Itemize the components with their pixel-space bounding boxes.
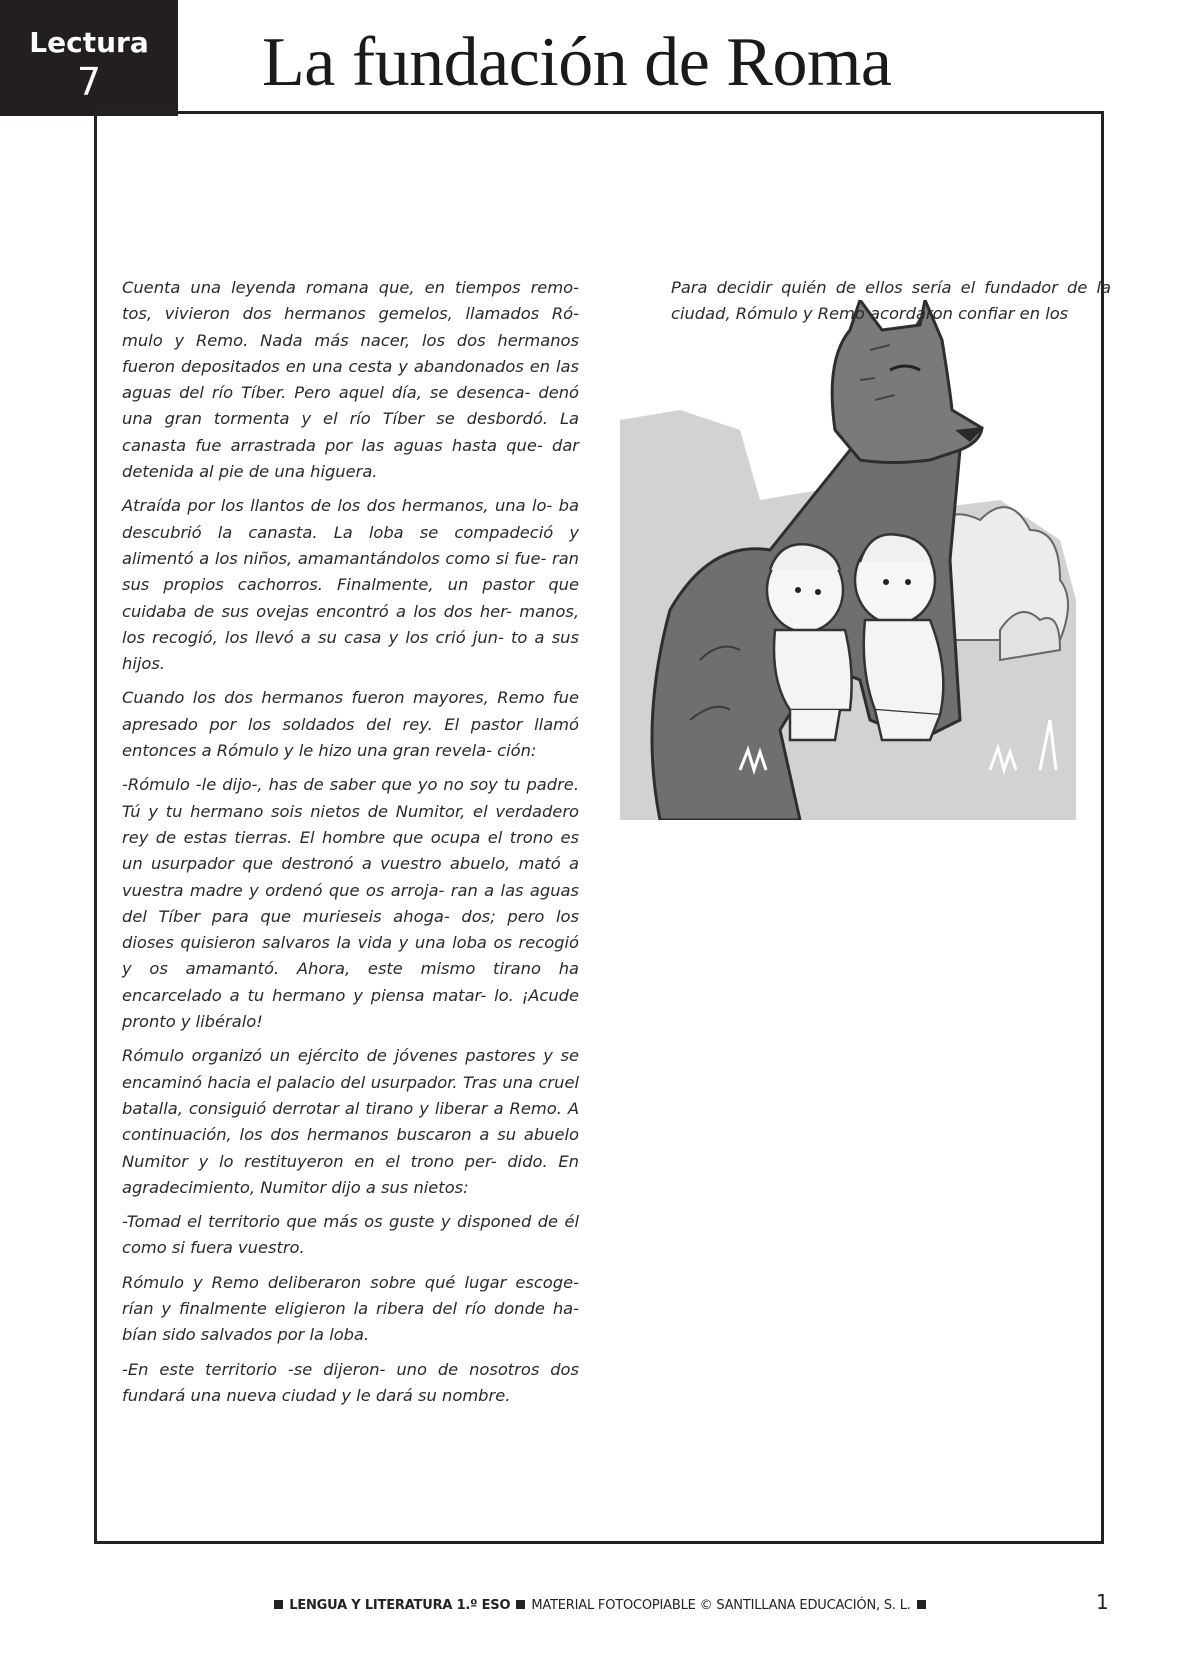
- square-bullet-icon: [516, 1600, 525, 1609]
- left-column: [122, 275, 579, 1417]
- footer-notice: MATERIAL FOTOCOPIABLE © SANTILLANA EDUCACIÓN, S. L.: [531, 1598, 911, 1613]
- lectura-label: Lectura: [29, 26, 149, 59]
- paragraph: Cuando los dos hermanos fueron mayores, Remo fue apresado por los soldados del rey. El pastor llamó entonces a Rómulo y le hizo una gran revela- ción:: [122, 688, 579, 761]
- paragraph: -Rómulo -le dijo-, has de saber que yo no soy tu padre. Tú y tu hermano sois nietos de Numitor, el verdadero rey de estas tierras. El hombre que ocupa el trono es un usurpador que destronó a vuestro abuelo, mató a vuestra madre y ordenó que os arroja- ran a las aguas del Tíber para que murieseis ahoga- dos; pero los dioses quisieron salvaros la vida y una loba os recogió y os amamantó. Ahora, este mismo tirano ha encarcelado a tu hermano y piensa matar- lo. ¡Acude pronto y libéralo!: [122, 775, 579, 1032]
- paragraph: Para decidir quién de ellos sería el fundador de la ciudad, Rómulo y Remo acordaron confiar en los: [671, 278, 1111, 324]
- page-number: 1: [1096, 1590, 1109, 1614]
- wolf-with-twins-illustration: [620, 300, 1076, 820]
- footer-subject: LENGUA Y LITERATURA 1.º ESO: [289, 1598, 511, 1613]
- paragraph: Atraída por los llantos de los dos hermanos, una lo- ba descubrió la canasta. La loba se compadeció y alimentó a los niños, amamantándolos como si fue- ran sus propios cachorros. Finalmente, un pastor que cuidaba de sus ovejas encontró a los dos her- manos, los recogió, los llevó a su casa y los crió jun- to a sus hijos.: [122, 496, 579, 674]
- page-title: La fundación de Roma: [262, 24, 892, 101]
- square-bullet-icon: [917, 1600, 926, 1609]
- lectura-tab: [0, 0, 178, 116]
- paragraph: Rómulo y Remo deliberaron sobre qué lugar escoge- rían y finalmente eligieron la ribera del río donde ha- bían sido salvados por la loba.: [122, 1272, 579, 1345]
- square-bullet-icon: [274, 1600, 283, 1609]
- right-column: [671, 275, 1111, 328]
- lectura-number: 7: [76, 60, 102, 104]
- paragraph: Rómulo organizó un ejército de jóvenes pastores y se encaminó hacia el palacio del usurpador. Tras una cruel batalla, consiguió derrotar al tirano y liberar a Remo. A continuación, los dos hermanos buscaron a su abuelo Numitor y lo restituyeron en el trono per- dido. En agradecimiento, Numitor dijo a sus nietos:: [122, 1046, 579, 1197]
- paragraph: Cuenta una leyenda romana que, en tiempos remo- tos, vivieron dos hermanos gemelos, llamados Ró- mulo y Remo. Nada más nacer, los dos hermanos fueron depositados en una cesta y abandonados en las aguas del río Tíber. Pero aquel día, se desenca- denó una gran tormenta y el río Tíber se desbordó. La canasta fue arrastrada por las aguas hasta que- dar detenida al pie de una higuera.: [122, 278, 579, 482]
- paragraph: -Tomad el territorio que más os guste y disponed de él como si fuera vuestro.: [122, 1212, 579, 1258]
- paragraph: -En este territorio -se dijeron- uno de nosotros dos fundará una nueva ciudad y le dará su nombre.: [122, 1359, 579, 1405]
- footer: [0, 1598, 1200, 1613]
